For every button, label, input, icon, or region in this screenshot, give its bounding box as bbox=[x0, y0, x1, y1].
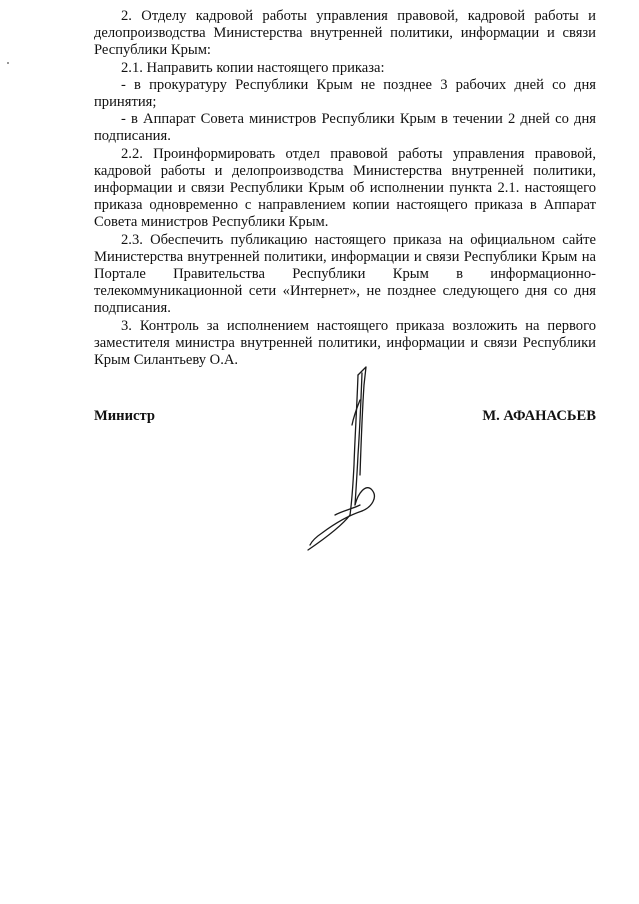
paragraph-2-1: 2.1. Направить копии настоящего приказа: bbox=[121, 59, 385, 76]
position-title: Министр bbox=[94, 408, 155, 424]
paragraph-2-3: 2.3. Обеспечить публикацию настоящего приказа на официальном сайте Министерства внутренней политики, информации и связи Республики Крым на Портале Правительства Республики Крым в информационно-телекоммуникационной сети «Интернет», не позднее следующего дня со дня подписания. bbox=[94, 231, 596, 317]
paragraph-2: 2. Отделу кадровой работы управления правовой, кадровой работы и делопроизводства Министерства внутренней политики, информации и связи Республики Крым: bbox=[94, 8, 596, 59]
paragraph-2-1-apparatus: - в Аппарат Совета министров Республики Крым в течении 2 дней со дня подписания. bbox=[94, 111, 596, 145]
signatory-name: М. АФАНАСЬЕВ bbox=[482, 408, 596, 424]
paragraph-2-2: 2.2. Проинформировать отдел правовой работы управления правовой, кадровой работы и делопроизводства Министерства внутренней политики, информации и связи Республики Крым об исполнении пункта 2.1. настоящего приказа одновременно с направлением копии настоящего приказа в Аппарат Совета министров Республики Крым. bbox=[94, 145, 596, 231]
paragraph-2-1-prosecutor: - в прокуратуру Республики Крым не позднее 3 рабочих дней со дня принятия; bbox=[94, 76, 596, 111]
paragraph-3: 3. Контроль за исполнением настоящего приказа возложить на первого заместителя министра внутренней политики, информации и связи Республики Крым Силантьеву О.А. bbox=[94, 317, 596, 369]
document-body bbox=[94, 8, 596, 369]
scan-speck bbox=[7, 62, 9, 64]
handwritten-signature bbox=[300, 365, 390, 560]
